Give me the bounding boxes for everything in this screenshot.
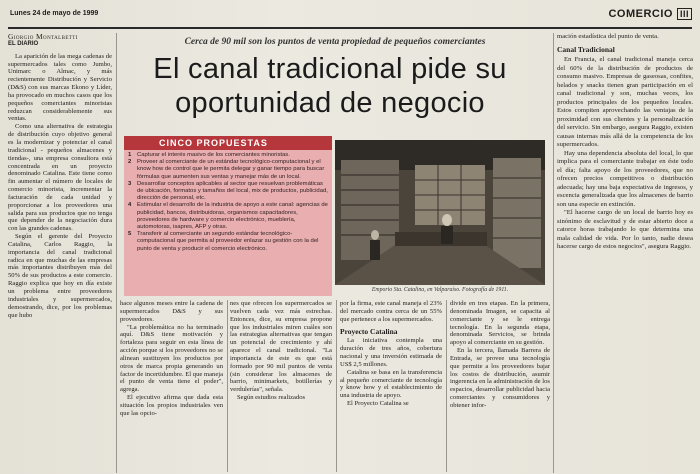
proposal-text: Desarrollar conceptos aplicables al sector que resuelvan problemáticas de ubicación, formatos y tamaños del local, mix de productos, publicidad, dirección de personal, etc.: [137, 180, 328, 202]
subhead: Canal Tradicional: [557, 44, 615, 54]
headline: El canal tradicional pide su oportunidad de negocio: [153, 53, 507, 119]
proposal-item: [128, 152, 328, 159]
column-1: [8, 33, 112, 473]
proposal-item: [128, 202, 328, 231]
paragraph: mación estadística del punto de venta.: [557, 33, 659, 40]
column-4: [340, 300, 442, 472]
kicker: Cerca de 90 mil son los puntos de venta propiedad de pequeños comerciantes: [184, 37, 486, 47]
paragraph: "La problemática no ha terminado aquí. D&S tiene motivación y fortaleza para seguir en esta línea de acción porque si los proveedores no se alinean sustituyen los productos por otros de marca propia generando un factor de incertidumbre. El que maneja el punto de venta tiene el poder", agrega.: [120, 323, 223, 394]
paragraph: Catalina se basa en la transferencia al pequeño comerciante de tecnología y know how y el establecimiento de una industria de apoyo.: [340, 368, 442, 400]
paragraph: nes que ofrecen los supermercados se vuelven cada vez más estrechas. Entonces, dice, su empresa propone que los industriales miren cuáles son las estrategias alternativas que tengan un potencial de crecimiento y ahí aparece el canal tradicional. "La importancia de este es que está formado por 90 mil puntos de venta (sin considerar los almacenes de barrio, minimarkets, botillerías y verdulerías", señala.: [230, 300, 332, 394]
proposal-text: Estimular el desarrollo de la industria de apoyo a este canal: agencias de publicidad, bancos, distribuidoras, organismos capacitadores, proveedores de hardware y comercio electrónico, mueblería, automotoras, isapres, AFP y otras.: [137, 202, 328, 231]
proposal-item: [128, 159, 328, 181]
byline-newspaper: EL DIARIO: [8, 40, 39, 47]
paragraph: Hay una dependencia absoluta del local, lo que implica para el comerciante trabajar en éste todo el día; falta apoyo de los proveedores, que no ofrecen precios competitivos o distribución adecuada; hay una baja expectativa de ingresos, y escencia generalizada que los almacenes de barrio son una especie en extinción.: [557, 149, 693, 208]
proposal-number: 3: [128, 180, 132, 187]
proposal-text: Transferir al comerciante un segundo estándar tecnológico-computacional que permita al proveedor enlazar su gestión con la del punto de venta y producir el comercio electrónico.: [137, 231, 319, 252]
paragraph: Como una alternativa de estrategia de distribución cuyo objetivo general es la modernizar y potenciar el canal tradicional - pequeños almacenes y tiendas-, una empresa consultora está concentrada en un proyecto denominado Catalina. Este tiene como fin aumentar el número de locales de comercio minorista, incrementar la facturación de cada unidad y proporcionar a los proveedores una salida para sus productos que no tenga que depender de la negociación dura con las grandes cadenas.: [8, 123, 112, 233]
paragraph: por la firma, este canal maneja el 23% del mercado contra cerca de un 55% que pertenece a los supermercados.: [340, 300, 442, 323]
paragraph: El ejecutivo afirma que dada esta situación los propios industriales ven que las opcio-: [120, 394, 223, 417]
column-5: [450, 300, 550, 472]
paragraph: Según estudios realizados: [237, 394, 306, 402]
paragraph: La aparición de las mega cadenas de supermercados tales como Jumbo, Unimarc o Almac, y más recientemente Distribución y Servicio (D&S) con sus marcas Ekono y Líder, ha provocado en muchos casos que los pequeños comerciantes minoristas reduzcan considerablemente sus ventas.: [8, 52, 112, 123]
column-3: [230, 300, 332, 472]
proposal-text: Proveer al comerciante de un estándar tecnológico-computacional y el know how de control que le permita delegar y ganar tiempo para buscar fórmulas que aumenten sus ventas y manejar más de un local.: [137, 159, 325, 180]
column-rule: [336, 300, 337, 472]
page-marker: III: [677, 8, 692, 20]
section-header: [608, 8, 692, 20]
column-rule: [227, 300, 228, 472]
store-interior-image: [335, 140, 545, 285]
issue-date: Lunes 24 de mayo de 1999: [10, 10, 99, 17]
column-2: [120, 300, 223, 472]
proposal-number: 5: [128, 231, 132, 238]
column-rule: [116, 33, 117, 473]
byline-author: Giorgio Montalbetti: [8, 33, 78, 41]
paragraph: El Proyecto Catalina se: [347, 400, 409, 408]
historic-store-photo: [335, 140, 545, 285]
paragraph: divide en tres etapas. En la primera, denominada Imagen, se capacita al comerciante y se le entrega tecnología. En la segunda etapa, denominada Servicios, se brinda apoyo al comerciante en su gestión.: [450, 300, 550, 347]
section-title: COMERCIO: [608, 8, 673, 20]
subhead: Proyecto Catalina: [340, 326, 398, 336]
photo-caption: Emporio Sta. Catalina, en Valparaíso. Fotografía de 1911.: [371, 287, 509, 293]
column-rule: [446, 300, 447, 472]
header-rule: [8, 27, 692, 29]
paragraph: Según el gerente del Proyecto Catalina, Carlos Raggio, la importancia del canal tradicional radica en que muchas de las empresas más importantes distribuyen más del 50% de sus productos a este comercio. Raggio explica que hoy en día existe un problema entre proveedores industriales y supermercados, demostrando, dice, por los problemas que hubo: [8, 233, 112, 319]
paragraph: hace algunos meses entre la cadena de supermercados D&S y sus proveedores.: [120, 300, 223, 323]
proposal-number: 2: [128, 159, 132, 166]
proposal-item: [128, 181, 328, 203]
proposal-text: Capturar el interés masivo de los comerciantes minoristas.: [137, 152, 290, 158]
proposals-title: CINCO PROPUESTAS: [124, 136, 332, 150]
column-rule: [553, 33, 554, 473]
paragraph: En Francia, el canal tradicional maneja cerca del 60% de la distribución de productos de consumo masivo. Empresas de gaseosas, confites, helados y snacks tienen gran participación en el canal tradicional y son, muchas veces, los productos principales de los pequeños locales. Estos compiten aprovechando las ventajas de la proximidad con sus clientes y la personalización del servicio. Sin embargo, asegura Raggio, existen causas internas más allá de la competencia de los supermercados.: [557, 56, 693, 148]
proposal-item: [128, 231, 328, 253]
proposal-number: 4: [128, 202, 132, 209]
paragraph: En la tercera, llamada Barrera de Entrada, se provee una tecnología que permite a los proveedores bajar los costos de distribución, asumir ingerencia en la administración de los espacios, desarrollar publicidad hacia comerciantes y consumidores y obtener infor-: [450, 347, 550, 409]
proposals-box: [124, 150, 332, 296]
paragraph: "El hacerse cargo de un local de barrio hoy es sinónimo de esclavitud y de estar abierto doce a catorce horas trabajando lo que determina una mala calidad de vida. Por lo tanto, nadie desea hacerse cargo de estos negocios", asegura Raggio.: [557, 209, 693, 250]
paragraph: La iniciativa contempla una duración de tres años, cobertura nacional y una inversión estimada de US$ 2,5 millones.: [340, 337, 442, 368]
proposal-number: 1: [128, 152, 132, 158]
column-6: [557, 33, 693, 473]
